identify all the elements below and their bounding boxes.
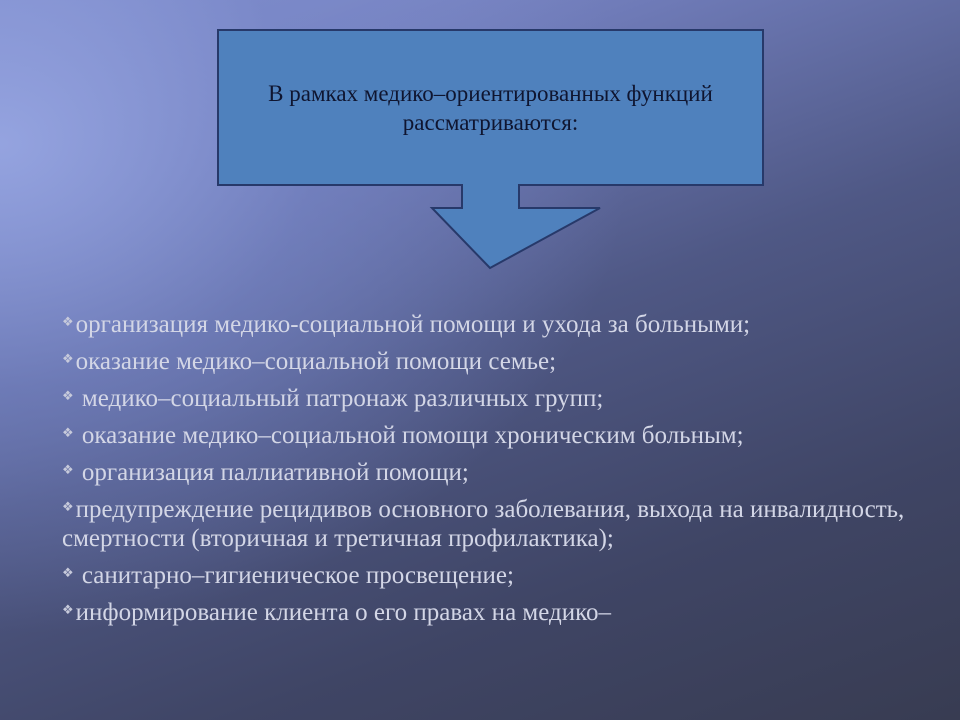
diamond-bullet-icon: ❖ bbox=[62, 426, 74, 441]
diamond-bullet-icon: ❖ bbox=[62, 315, 74, 330]
list-item-text: медико–социальный патронаж различных групп; bbox=[75, 385, 604, 412]
bullet-list bbox=[62, 308, 922, 633]
list-item bbox=[62, 308, 922, 339]
down-arrow-callout bbox=[0, 0, 960, 280]
diamond-bullet-icon: ❖ bbox=[62, 500, 74, 515]
list-item-text: организация медико-социальной помощи и ухода за больными; bbox=[75, 311, 751, 338]
list-item-text: информирование клиента о его правах на медико– bbox=[75, 599, 611, 626]
diamond-bullet-icon: ❖ bbox=[62, 603, 74, 618]
list-item bbox=[62, 493, 922, 553]
callout-text: В рамках медико–ориентированных функций рассматриваются: bbox=[268, 80, 713, 135]
diamond-bullet-icon: ❖ bbox=[62, 389, 74, 404]
list-item-text: санитарно–гигиеническое просвещение; bbox=[75, 562, 514, 589]
list-item-text: оказание медико–социальной помощи семье; bbox=[75, 348, 557, 375]
list-item bbox=[62, 456, 922, 487]
list-item-text: предупреждение рецидивов основного заболевания, выхода на инвалидность, смертности (вторичная и третичная профилактика); bbox=[62, 496, 905, 552]
list-item bbox=[62, 559, 922, 590]
list-item bbox=[62, 345, 922, 376]
list-item bbox=[62, 419, 922, 450]
diamond-bullet-icon: ❖ bbox=[62, 566, 74, 581]
list-item-text: оказание медико–социальной помощи хроническим больным; bbox=[75, 422, 744, 449]
list-item-text: организация паллиативной помощи; bbox=[75, 459, 469, 486]
list-item bbox=[62, 382, 922, 413]
diamond-bullet-icon: ❖ bbox=[62, 352, 74, 367]
list-item bbox=[62, 596, 922, 627]
diamond-bullet-icon: ❖ bbox=[62, 463, 74, 478]
